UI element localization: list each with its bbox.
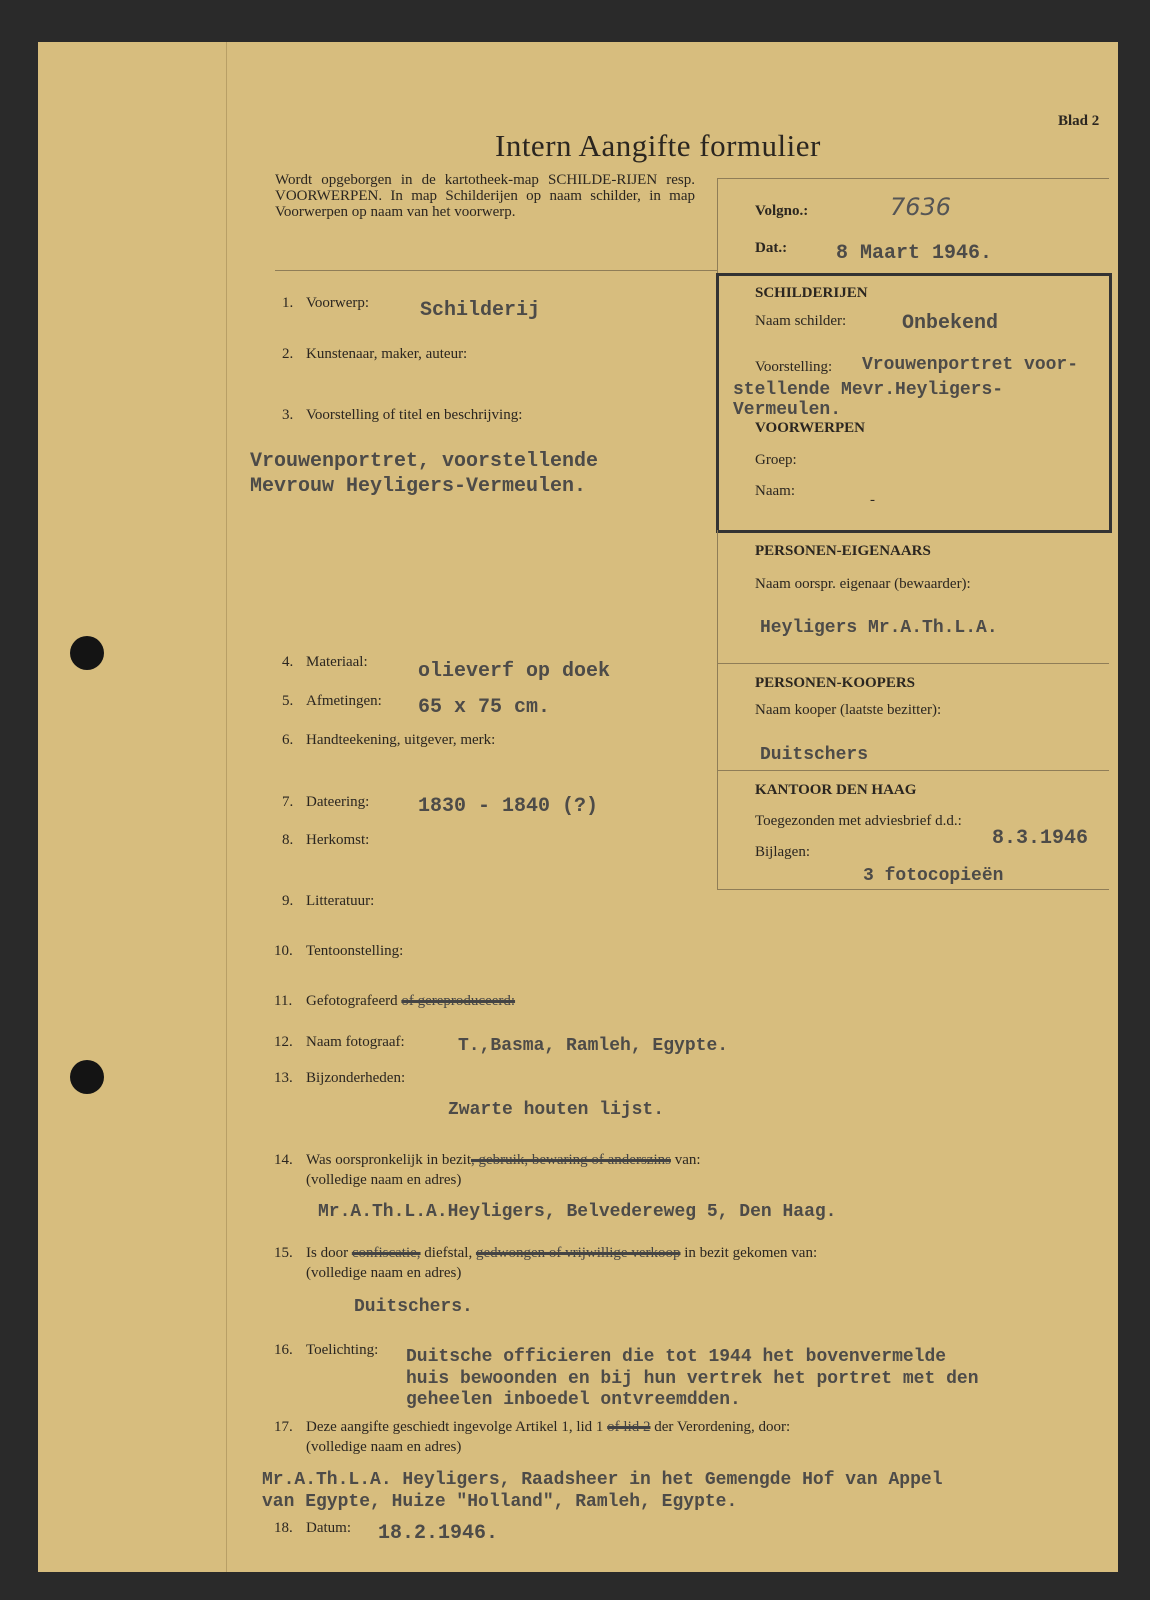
field-15-label-a: Is door <box>306 1245 349 1261</box>
field-16-value-2: huis bewoonden en bij hun vertrek het portret met den <box>406 1369 979 1389</box>
form-title: Intern Aangifte formulier <box>495 128 821 163</box>
naam-voorwerp-label: Naam: <box>755 483 795 499</box>
field-14-number: 14. <box>274 1152 293 1168</box>
rule <box>717 770 1109 771</box>
field-15-sub: (volledige naam en adres) <box>306 1265 462 1281</box>
field-16-number: 16. <box>274 1342 293 1358</box>
field-9-label: Litteratuur: <box>306 893 375 909</box>
field-16-label: Toelichting: <box>306 1342 379 1358</box>
field-3-value-2: Mevrouw Heyligers-Vermeulen. <box>250 475 587 498</box>
field-5-number: 5. <box>282 693 294 709</box>
field-12-value: T.,Basma, Ramleh, Egypte. <box>458 1036 729 1056</box>
field-10-label: Tentoonstelling: <box>306 943 404 959</box>
toegezonden-value: 8.3.1946 <box>992 827 1089 850</box>
field-6-label: Handteekening, uitgever, merk: <box>306 732 496 748</box>
eigenaars-heading: PERSONEN-EIGENAARS <box>755 543 931 559</box>
field-16-value-3: geheelen inboedel ontvreemdden. <box>406 1390 741 1410</box>
eigenaar-value: Heyligers Mr.A.Th.L.A. <box>760 618 998 638</box>
voorstelling-label: Voorstelling: <box>755 359 833 375</box>
rule <box>717 178 1109 179</box>
bijlagen-label: Bijlagen: <box>755 844 810 860</box>
field-13-number: 13. <box>274 1070 293 1086</box>
naam-voorwerp-value: - <box>870 492 875 508</box>
rule <box>717 663 1109 664</box>
dat-label: Dat.: <box>755 240 788 256</box>
field-16-value-1: Duitsche officieren die tot 1944 het bovenvermelde <box>406 1347 947 1367</box>
field-18-label: Datum: <box>306 1520 351 1536</box>
koopers-heading: PERSONEN-KOOPERS <box>755 675 916 691</box>
field-14-label <box>306 1152 701 1169</box>
field-14-struck: , gebruik, bewaring of anderszins <box>471 1152 671 1168</box>
voorstelling-value-3: Vermeulen. <box>733 400 842 420</box>
punch-hole <box>70 1060 104 1094</box>
field-18-value: 18.2.1946. <box>378 1522 499 1545</box>
rule <box>717 530 718 890</box>
field-15-label-c: in bezit gekomen van: <box>684 1245 818 1261</box>
naam-schilder-label: Naam schilder: <box>755 313 847 329</box>
bijlagen-value: 3 fotocopieën <box>863 866 1004 886</box>
field-3-value-1: Vrouwenportret, voorstellende <box>250 450 599 473</box>
field-7-value: 1830 - 1840 (?) <box>418 795 599 818</box>
field-5-label: Afmetingen: <box>306 693 382 709</box>
field-8-label: Herkomst: <box>306 832 370 848</box>
schilderijen-heading: SCHILDERIJEN <box>755 285 868 301</box>
voorstelling-value-1: Vrouwenportret voor- <box>862 355 1079 375</box>
field-13-value: Zwarte houten lijst. <box>448 1100 665 1120</box>
field-14-label-b: van: <box>674 1152 701 1168</box>
field-1-label: Voorwerp: <box>306 295 370 311</box>
field-10-number: 10. <box>274 943 293 959</box>
field-17-label <box>306 1419 790 1436</box>
filing-instructions: Wordt opgeborgen in de kartotheek-map SCHILDE-RIJEN resp. VOORWERPEN. In map Schilderijen op naam schilder, in map Voorwerpen op naam van het voorwerp. <box>275 172 695 220</box>
field-5-value: 65 x 75 cm. <box>418 696 551 719</box>
field-2-number: 2. <box>282 346 294 362</box>
kantoor-heading: KANTOOR DEN HAAG <box>755 782 917 798</box>
field-14-label-a: Was oorspronkelijk in bezit <box>306 1152 472 1168</box>
field-17-number: 17. <box>274 1419 293 1435</box>
punch-hole <box>70 636 104 670</box>
field-4-value: olieverf op doek <box>418 660 611 683</box>
sheet-number: Blad 2 <box>1058 113 1100 129</box>
field-14-value: Mr.A.Th.L.A.Heyligers, Belvedereweg 5, Den Haag. <box>318 1202 837 1222</box>
field-15-label-b: diefstal, <box>424 1245 473 1261</box>
kooper-label: Naam kooper (laatste bezitter): <box>755 702 942 718</box>
field-8-number: 8. <box>282 832 294 848</box>
groep-label: Groep: <box>755 452 797 468</box>
field-17-value-2: van Egypte, Huize "Holland", Ramleh, Egypte. <box>262 1492 738 1512</box>
voorwerpen-heading: VOORWERPEN <box>755 420 866 436</box>
field-2-label: Kunstenaar, maker, auteur: <box>306 346 468 362</box>
field-15-struck-1: confiscatie, <box>351 1245 421 1261</box>
field-11-label-text: Gefotografeerd <box>306 993 398 1009</box>
field-17-label-a: Deze aangifte geschiedt ingevolge Artikel 1, lid 1 <box>306 1419 604 1435</box>
field-17-sub: (volledige naam en adres) <box>306 1439 462 1455</box>
kooper-value: Duitschers <box>760 745 869 765</box>
field-3-number: 3. <box>282 407 294 423</box>
field-12-number: 12. <box>274 1034 293 1050</box>
voorstelling-value-2: stellende Mevr.Heyligers- <box>733 380 1004 400</box>
field-17-value-1: Mr.A.Th.L.A. Heyligers, Raadsheer in het Gemengde Hof van Appel <box>262 1470 943 1490</box>
field-15-label <box>306 1245 817 1262</box>
dat-value: 8 Maart 1946. <box>836 242 993 265</box>
margin-line <box>226 42 227 1572</box>
field-7-number: 7. <box>282 794 294 810</box>
field-9-number: 9. <box>282 893 294 909</box>
field-14-sub: (volledige naam en adres) <box>306 1172 462 1188</box>
rule <box>275 270 717 271</box>
naam-schilder-value: Onbekend <box>902 312 999 335</box>
field-17-label-b: der Verordening, door: <box>654 1419 791 1435</box>
field-15-number: 15. <box>274 1245 293 1261</box>
rule <box>717 178 718 274</box>
field-15-struck-2: gedwongen of vrijwillige verkoop <box>475 1245 681 1261</box>
field-4-label: Materiaal: <box>306 654 368 670</box>
rule <box>717 889 1109 890</box>
field-11-label <box>306 993 515 1010</box>
field-4-number: 4. <box>282 654 294 670</box>
toegezonden-label: Toegezonden met adviesbrief d.d.: <box>755 813 962 829</box>
field-6-number: 6. <box>282 732 294 748</box>
field-18-number: 18. <box>274 1520 293 1536</box>
field-11-number: 11. <box>274 993 293 1009</box>
field-1-number: 1. <box>282 295 294 311</box>
volgno-label: Volgno.: <box>755 203 809 219</box>
field-17-struck: of lid 2 <box>607 1419 651 1435</box>
field-1-value: Schilderij <box>420 299 541 322</box>
field-13-label: Bijzonderheden: <box>306 1070 406 1086</box>
field-12-label: Naam fotograaf: <box>306 1034 405 1050</box>
field-7-label: Dateering: <box>306 794 370 810</box>
eigenaar-label: Naam oorspr. eigenaar (bewaarder): <box>755 576 971 592</box>
field-11-struck: of gereproduceerd: <box>401 993 516 1009</box>
field-15-value: Duitschers. <box>354 1297 473 1317</box>
volgno-value: 7636 <box>890 193 952 221</box>
field-3-label: Voorstelling of titel en beschrijving: <box>306 407 523 423</box>
